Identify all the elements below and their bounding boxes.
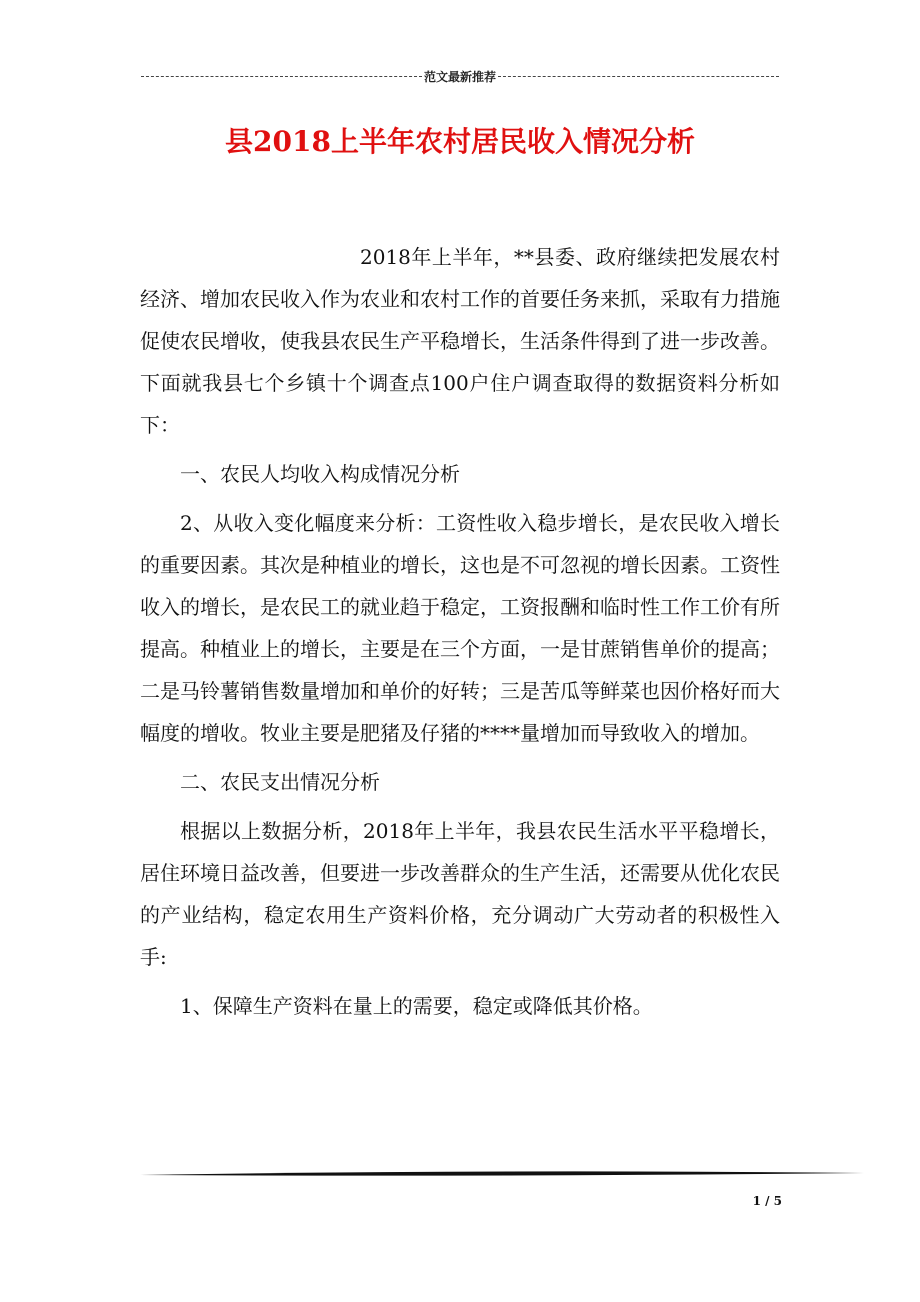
header-label: 范文最新推荐 — [424, 70, 497, 84]
document-body — [140, 236, 780, 1034]
paragraph-intro: 2018年上半年，**县委、政府继续把发展农村经济、增加农民收入作为农业和农村工作的首要任务来抓，采取有力措施促使农民增收，使我县农民生产平稳增长，生活条件得到了进一步改善。下面就我县七个乡镇十个调查点100户住户调查取得的数据资料分析如下： — [140, 245, 780, 437]
paragraph-conclusion: 根据以上数据分析，2018年上半年，我县农民生活水平平稳增长，居住环境日益改善，但要进一步改善群众的生产生活，还需要从优化农民的产业结构，稳定农用生产资料价格，充分调动广大劳动者的积极性入手: — [140, 819, 780, 969]
page-number: 1 / 5 — [752, 1194, 782, 1208]
header-dash-left — [141, 76, 422, 77]
section-heading-expense: 二、农民支出情况分析 — [180, 770, 380, 794]
section-heading-income: 一、农民人均收入构成情况分析 — [180, 462, 460, 486]
paragraph-income-change: 2、从收入变化幅度来分析：工资性收入稳步增长，是农民收入增长的重要因素。其次是种植业的增长，这也是不可忽视的增长因素。工资性收入的增长，是农民工的就业趋于稳定，工资报酬和临时性工作工价有所提高。种植业上的增长，主要是在三个方面，一是甘蔗销售单价的提高；二是马铃薯销售数量增加和单价的好转；三是苦瓜等鲜菜也因价格好而大幅度的增收。牧业主要是肥猪及仔猪的****量增加而导致收入的增加。 — [140, 511, 780, 745]
footer-divider — [140, 1170, 864, 1178]
paragraph-measure-1: 1、保障生产资料在量上的需要，稳定或降低其价格。 — [180, 994, 653, 1018]
page-header — [140, 68, 780, 85]
document-title: 县2018上半年农村居民收入情况分析 — [225, 125, 695, 158]
header-dash-right — [498, 76, 779, 77]
